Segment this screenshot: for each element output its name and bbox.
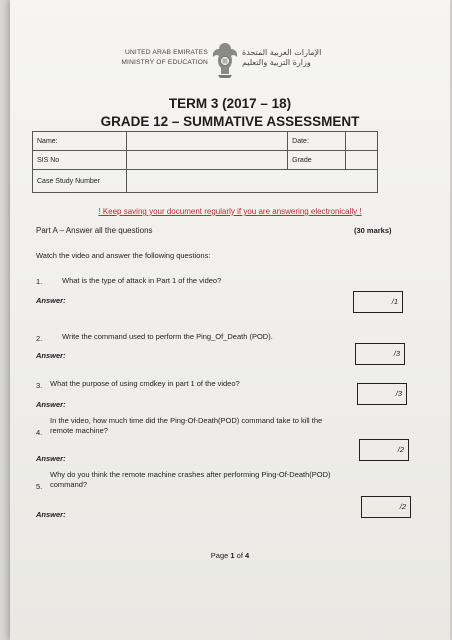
date-field[interactable]	[345, 132, 377, 151]
org-en-line2: MINISTRY OF EDUCATION	[121, 59, 208, 66]
ministry-name-english	[88, 48, 208, 68]
date-label: Date:	[288, 132, 346, 151]
question-4-text-line2: remote machine?	[50, 426, 108, 435]
page-total: 4	[245, 551, 250, 560]
part-marks: (30 marks)	[354, 226, 392, 235]
case-label: Case Study Number	[33, 170, 127, 193]
question-4-text	[50, 416, 322, 436]
question-2-mark-box: /3	[355, 343, 405, 365]
question-4-text-line1: In the video, how much time did the Ping-Of-Death(POD) command take to kill the	[50, 416, 323, 425]
part-heading: Part A – Answer all the questions	[36, 226, 153, 235]
org-en-line1: UNITED ARAB EMIRATES	[124, 49, 208, 56]
grade-title: GRADE 12 – SUMMATIVE ASSESSMENT	[100, 114, 360, 129]
question-3-answer-label: Answer:	[36, 400, 66, 409]
question-2-number: 2.	[36, 334, 43, 343]
question-2-text: Write the command used to perform the Ping_Of_Death (POD).	[62, 332, 273, 341]
question-3-mark-box: /3	[357, 383, 407, 405]
page-current: 1	[230, 551, 235, 560]
sis-field[interactable]	[127, 151, 288, 170]
part-instruction: Watch the video and answer the following questions:	[36, 251, 211, 260]
term-title: TERM 3 (2017 – 18)	[168, 96, 292, 111]
grade-field[interactable]	[345, 151, 377, 170]
grade-label: Grade	[288, 151, 346, 170]
save-warning: ! Keep saving your document regularly if you are answering electronically !	[98, 207, 362, 216]
org-ar-line1: الإمارات العربية المتحدة	[242, 48, 322, 57]
name-field[interactable]	[127, 132, 288, 151]
question-2-answer-label: Answer:	[36, 351, 66, 360]
ministry-name-arabic	[242, 48, 364, 68]
question-1-text: What is the type of attack in Part 1 of the video?	[62, 276, 222, 285]
question-5-text-line1: Why do you think the remote machine crashes after performing Ping-Of-Death(POD)	[50, 470, 331, 479]
page-of: of	[236, 551, 243, 560]
question-1-number: 1.	[36, 277, 43, 286]
question-5-number: 5.	[36, 482, 43, 491]
question-4-mark-box: /2	[359, 439, 409, 461]
question-5-text	[50, 470, 331, 490]
name-label: Name:	[33, 132, 127, 151]
question-5-text-line2: command?	[50, 480, 88, 489]
page-prefix: Page	[210, 551, 229, 560]
question-3-text: What the purpose of using cmdkey in part 1 of the video?	[50, 379, 240, 388]
question-1-answer-label: Answer:	[36, 296, 66, 305]
page-number	[10, 551, 450, 560]
case-field[interactable]	[127, 170, 378, 193]
org-ar-line2: وزارة التربية والتعليم	[242, 58, 311, 67]
question-3-number: 3.	[36, 381, 43, 390]
question-5-answer-label: Answer:	[36, 510, 66, 519]
student-info-table	[32, 131, 378, 193]
uae-emblem-icon	[210, 40, 240, 80]
sis-label: SIS No	[33, 151, 127, 170]
exam-page	[10, 0, 450, 640]
question-4-number: 4.	[36, 428, 43, 437]
question-1-mark-box: /1	[353, 291, 403, 313]
question-5-mark-box: /2	[361, 496, 411, 518]
question-4-answer-label: Answer:	[36, 454, 66, 463]
